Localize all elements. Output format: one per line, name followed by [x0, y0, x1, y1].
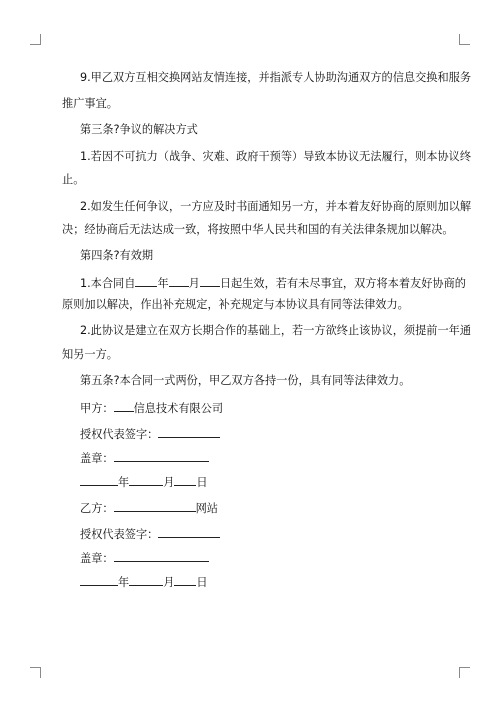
party-a-authorized-label: 授权代表签字：: [80, 428, 159, 441]
party-b-signature-line: [80, 526, 220, 542]
article-3-item-1-line-1: 1.若因不可抗力（战争、灾难、政府干预等）导致本协议无法履行，则本协议终: [80, 150, 472, 163]
party-b-line: [80, 500, 218, 516]
party-b-seal-label: 盖章：: [80, 552, 114, 565]
party-a-seal-label: 盖章：: [80, 452, 114, 465]
party-b-label: 乙方：: [80, 502, 114, 515]
party-b-signature-blank[interactable]: [158, 526, 220, 538]
party-a-month-label: 月: [163, 476, 175, 489]
party-a-seal-blank[interactable]: [114, 450, 209, 462]
party-b-name-blank[interactable]: [114, 500, 196, 512]
effective-date-suffix: 日起生效，若有未尽事宜，双方将本着友好协商的: [219, 277, 466, 290]
party-a-year-blank[interactable]: [80, 474, 118, 486]
crop-mark-bottom-right: [459, 667, 470, 678]
article-4-item-2-line-1: 2.此协议是建立在双方长期合作的基础上，若一方欲终止该协议，须提前一年通: [80, 324, 472, 337]
party-b-authorized-label: 授权代表签字：: [80, 528, 159, 541]
party-b-month-blank[interactable]: [129, 574, 163, 586]
article-5-text: 第五条?本合同一式两份，甲乙双方各持一份，具有同等法律效力。: [80, 374, 411, 387]
party-a-name-blank[interactable]: [114, 400, 134, 412]
effective-date-prefix: 1.本合同自: [80, 277, 136, 290]
party-a-day-blank[interactable]: [174, 474, 196, 486]
party-a-date-line: [80, 474, 208, 490]
party-a-company: 信息技术有限公司: [133, 402, 224, 415]
party-b-day-label: 日: [196, 576, 208, 589]
effective-month-blank[interactable]: [169, 275, 189, 287]
party-b-month-label: 月: [163, 576, 175, 589]
effective-year-blank[interactable]: [135, 275, 157, 287]
party-a-seal-line: [80, 450, 209, 466]
party-a-signature-blank[interactable]: [158, 426, 220, 438]
crop-mark-top-left: [30, 34, 41, 45]
clause-9-line-1: 9.甲乙双方互相交换网站友情连接，并指派专人协助沟通双方的信息交换和服务: [80, 71, 472, 84]
party-b-suffix: 网站: [195, 502, 218, 515]
party-b-day-blank[interactable]: [174, 574, 196, 586]
party-b-year-blank[interactable]: [80, 574, 118, 586]
party-a-year-label: 年: [118, 476, 130, 489]
article-3-heading: 第三条?争议的解决方式: [80, 123, 198, 136]
article-3-item-2-line-2: 决；经协商后无法达成一致，将按照中华人民共和国的有关法律条规加以解决。: [62, 223, 454, 236]
party-a-day-label: 日: [196, 476, 208, 489]
article-3-item-2-line-1: 2.如发生任何争议，一方应及时书面通知另一方，并本着友好协商的原则加以解: [80, 200, 472, 213]
effective-month-label: 月: [188, 277, 200, 290]
article-3-item-1-line-2: 止。: [62, 173, 85, 186]
crop-mark-top-right: [459, 34, 470, 45]
crop-mark-bottom-left: [30, 667, 41, 678]
article-4-heading: 第四条?有效期: [80, 249, 154, 262]
party-a-signature-line: [80, 426, 220, 442]
article-4-item-1-line-1: [80, 275, 466, 291]
party-b-date-line: [80, 574, 208, 590]
party-a-month-blank[interactable]: [129, 474, 163, 486]
effective-day-blank[interactable]: [200, 275, 220, 287]
clause-9-line-2: 推广事宜。: [62, 97, 118, 110]
party-b-year-label: 年: [118, 576, 130, 589]
party-a-label: 甲方：: [80, 402, 114, 415]
effective-year-label: 年: [157, 277, 169, 290]
article-4-item-1-line-2: 原则加以解决，作出补充规定，补充规定与本协议具有同等法律效力。: [62, 298, 409, 311]
article-4-item-2-line-2: 知另一方。: [62, 348, 118, 361]
party-b-seal-blank[interactable]: [114, 550, 209, 562]
party-a-line: [80, 400, 223, 416]
party-b-seal-line: [80, 550, 209, 566]
